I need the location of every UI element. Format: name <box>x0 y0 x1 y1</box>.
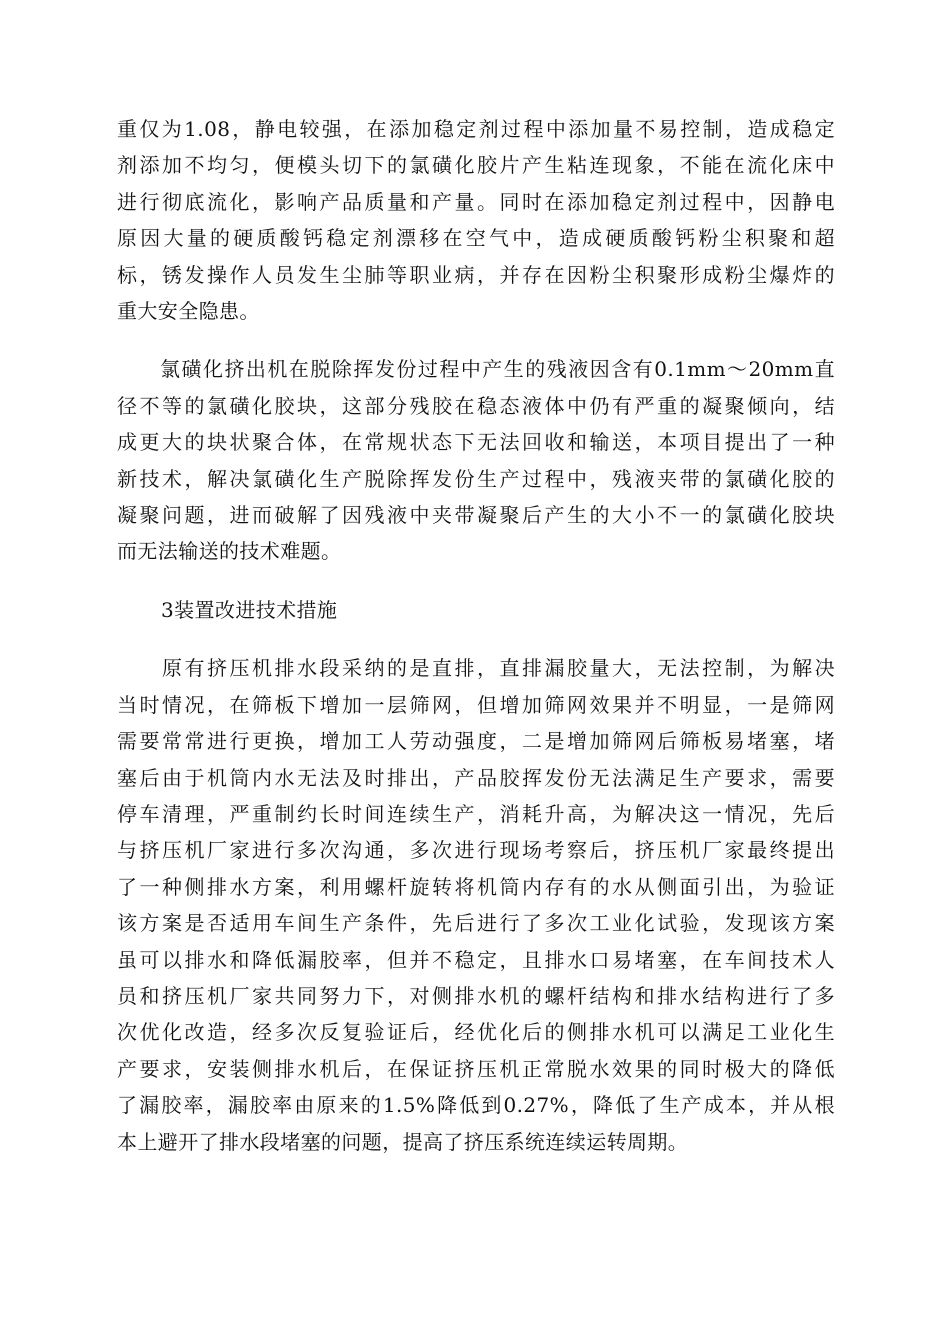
text-line: 需要常常进行更换，增加工人劳动强度，二是增加筛网后筛板易堵塞，堵 <box>117 729 835 754</box>
text-line: 与挤压机厂家进行多次沟通，多次进行现场考察后，挤压机厂家最终提出 <box>117 838 835 863</box>
paragraph-residual-liquid <box>117 351 835 569</box>
text-line: 进行彻底流化，影响产品质量和产量。同时在添加稳定剂过程中，因静电 <box>117 189 835 214</box>
text-line: 员和挤压机厂家共同努力下，对侧排水机的螺杆结构和排水结构进行了多 <box>117 983 835 1008</box>
text-line: 了一种侧排水方案，利用螺杆旋转将机筒内存有的水从侧面引出，为验证 <box>117 874 835 899</box>
text-line: 剂添加不均匀，便模头切下的氯磺化胶片产生粘连现象，不能在流化床中 <box>117 153 835 178</box>
text-line: 重仅为1.08，静电较强，在添加稳定剂过程中添加量不易控制，造成稳定 <box>117 117 835 141</box>
text-line: 产要求，安装侧排水机后，在保证挤压机正常脱水效果的同时极大的降低 <box>117 1056 835 1081</box>
text-line: 重大安全隐患。 <box>117 299 260 324</box>
text-line: 氯磺化挤出机在脱除挥发份过程中产生的残液因含有0.1mm～20mm直 <box>117 357 835 382</box>
text-line: 凝聚问题，进而破解了因残液中夹带凝聚后产生的大小不一的氯磺化胶块 <box>117 503 835 528</box>
text-line: 本上避开了排水段堵塞的问题，提高了挤压系统连续运转周期。 <box>117 1129 689 1154</box>
text-line: 当时情况，在筛板下增加一层筛网，但增加筛网效果并不明显，一是筛网 <box>117 692 835 717</box>
text-line: 虽可以排水和降低漏胶率，但并不稳定，且排水口易堵塞，在车间技术人 <box>117 947 835 972</box>
text-line: 塞后由于机筒内水无法及时排出，产品胶挥发份无法满足生产要求，需要 <box>117 765 835 790</box>
text-line: 新技术，解决氯磺化生产脱除挥发份生产过程中，残液夹带的氯磺化胶的 <box>117 466 835 491</box>
section-heading: 3装置改进技术措施 <box>161 597 338 622</box>
text-line: 次优化改造，经多次反复验证后，经优化后的侧排水机可以满足工业化生 <box>117 1020 835 1045</box>
text-line: 原因大量的硬质酸钙稳定剂漂移在空气中，造成硬质酸钙粉尘积聚和超 <box>117 226 835 251</box>
text-line: 了漏胶率，漏胶率由原来的1.5%降低到0.27%，降低了生产成本，并从根 <box>117 1093 835 1118</box>
text-line: 该方案是否适用车间生产条件，先后进行了多次工业化试验，发现该方案 <box>117 911 835 936</box>
paragraph-drainage-improvement <box>117 650 835 1160</box>
text-line: 停车清理，严重制约长时间连续生产，消耗升高，为解决这一情况，先后 <box>117 801 835 826</box>
paragraph-static-electricity <box>117 111 835 329</box>
text-line: 原有挤压机排水段采纳的是直排，直排漏胶量大，无法控制，为解决 <box>117 656 835 681</box>
text-line: 而无法输送的技术难题。 <box>117 539 342 564</box>
text-line: 标，锈发操作人员发生尘肺等职业病，并存在因粉尘积聚形成粉尘爆炸的 <box>117 262 835 287</box>
text-line: 径不等的氯磺化胶块，这部分残胶在稳态液体中仍有严重的凝聚倾向，结 <box>117 393 835 418</box>
document-body <box>117 111 835 1182</box>
text-line: 成更大的块状聚合体，在常规状态下无法回收和输送，本项目提出了一种 <box>117 430 835 455</box>
